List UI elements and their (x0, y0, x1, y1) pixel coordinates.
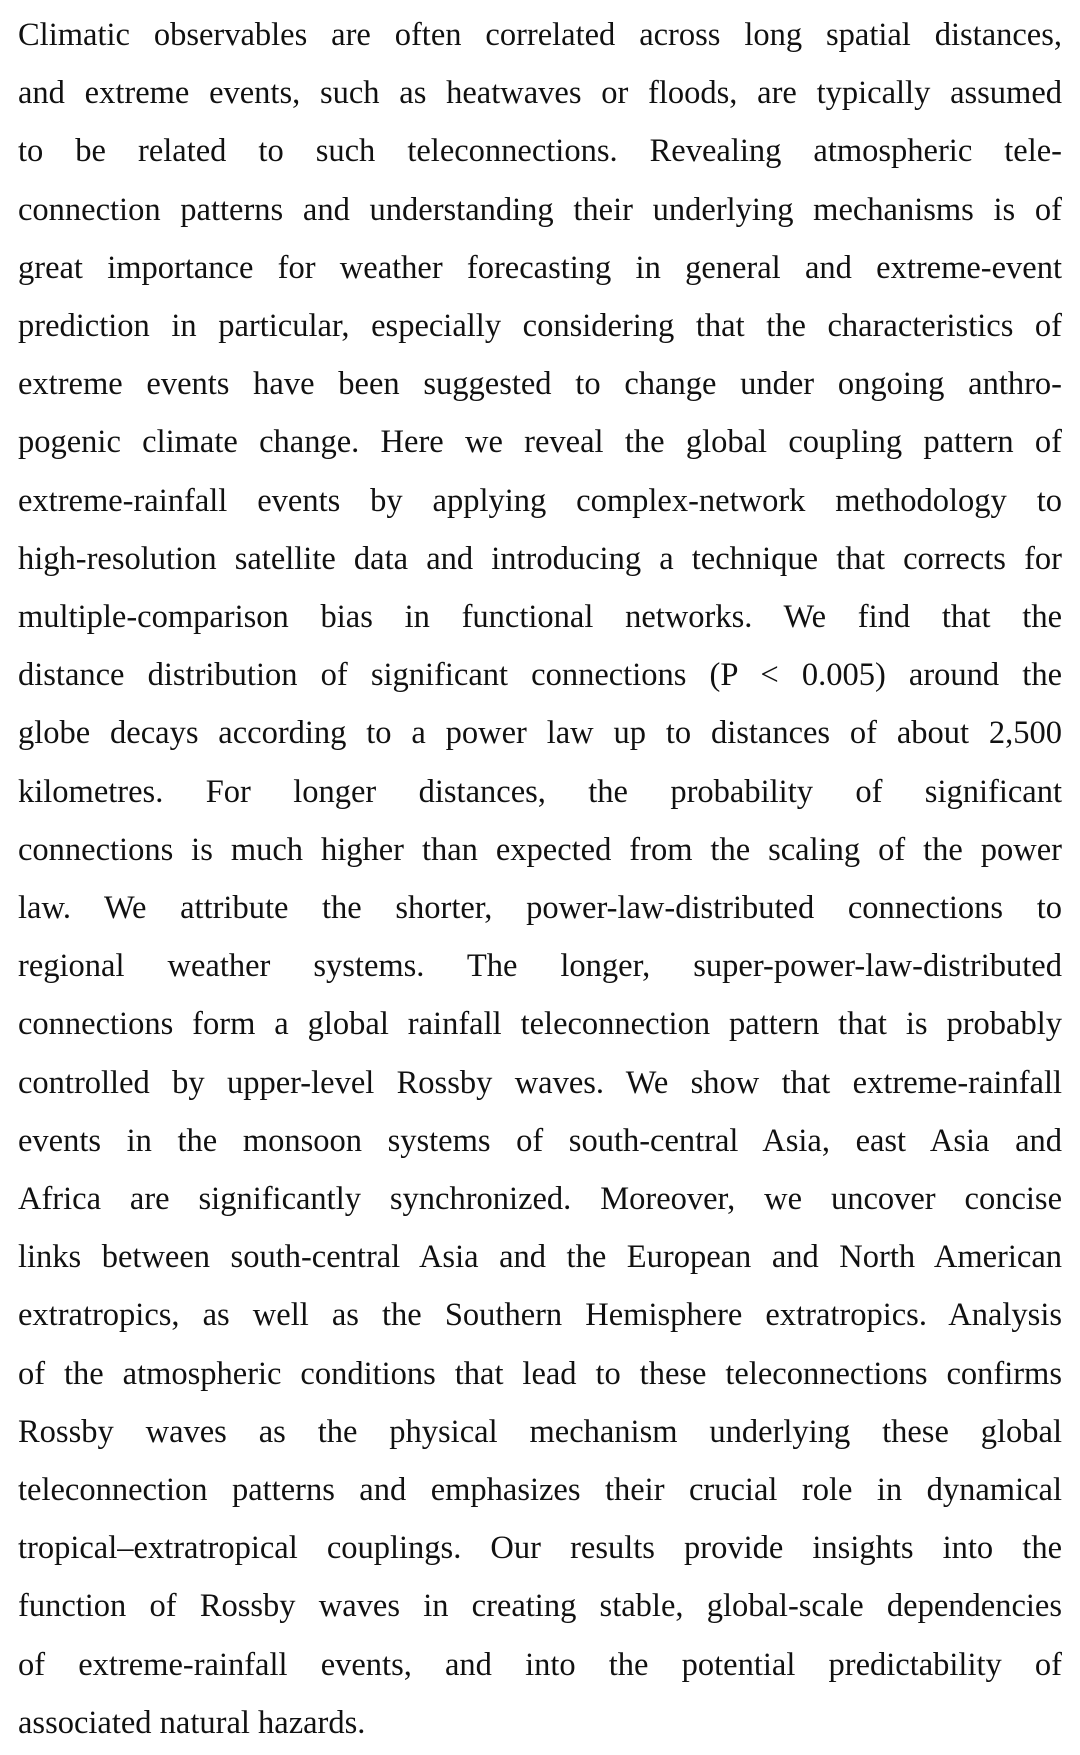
abstract-line: of extreme-rainfall events, and into the potential predictability of (18, 1646, 1062, 1683)
abstract-line: regional weather systems. The longer, super-power-law-distributed (18, 948, 1062, 985)
abstract-line: connection patterns and understanding their underlying mechanisms is of (18, 191, 1062, 228)
abstract-line: extreme events have been suggested to change under ongoing anthro- (18, 366, 1062, 403)
abstract-line: extreme-rainfall events by applying complex-network methodology to (18, 482, 1062, 519)
abstract-line: Climatic observables are often correlated across long spatial distances, (18, 17, 1062, 53)
abstract-line: of the atmospheric conditions that lead to these teleconnections confirms (18, 1355, 1062, 1392)
abstract-line: and extreme events, such as heatwaves or floods, are typically assumed (18, 75, 1062, 112)
abstract-line: Africa are significantly synchronized. Moreover, we uncover concise (18, 1181, 1062, 1218)
abstract-line: multiple-comparison bias in functional networks. We find that the (18, 599, 1062, 636)
abstract-line: prediction in particular, especially considering that the characteristics of (18, 308, 1062, 345)
abstract-line: distance distribution of significant connections (P < 0.005) around the (18, 657, 1062, 694)
abstract-line: connections form a global rainfall teleconnection pattern that is probably (18, 1006, 1062, 1043)
abstract-line: law. We attribute the shorter, power-law-distributed connections to (18, 890, 1062, 927)
abstract-line: associated natural hazards. (18, 1704, 366, 1741)
abstract-line: kilometres. For longer distances, the probability of significant (18, 773, 1062, 810)
abstract-line: events in the monsoon systems of south-central Asia, east Asia and (18, 1122, 1062, 1159)
abstract-line: function of Rossby waves in creating stable, global-scale dependencies (18, 1588, 1062, 1625)
abstract-line: globe decays according to a power law up to distances of about 2,500 (18, 715, 1062, 752)
abstract-line: great importance for weather forecasting in general and extreme-event (18, 249, 1062, 286)
abstract-line: high-resolution satellite data and introducing a technique that corrects for (18, 540, 1062, 577)
abstract-line: connections is much higher than expected from the scaling of the power (18, 831, 1062, 868)
abstract-line: extratropics, as well as the Southern Hemisphere extratropics. Analysis (18, 1297, 1062, 1334)
abstract-line: teleconnection patterns and emphasizes their crucial role in dynamical (18, 1472, 1062, 1509)
abstract-line: pogenic climate change. Here we reveal the global coupling pattern of (18, 424, 1062, 461)
abstract-paragraph (18, 6, 1062, 1752)
abstract-line: Rossby waves as the physical mechanism underlying these global (18, 1413, 1062, 1450)
abstract-line: links between south-central Asia and the European and North American (18, 1239, 1062, 1276)
abstract-line: tropical–extratropical couplings. Our results provide insights into the (18, 1530, 1062, 1567)
abstract-line: to be related to such teleconnections. Revealing atmospheric tele- (18, 133, 1062, 170)
abstract-line: controlled by upper-level Rossby waves. We show that extreme-rainfall (18, 1064, 1062, 1101)
